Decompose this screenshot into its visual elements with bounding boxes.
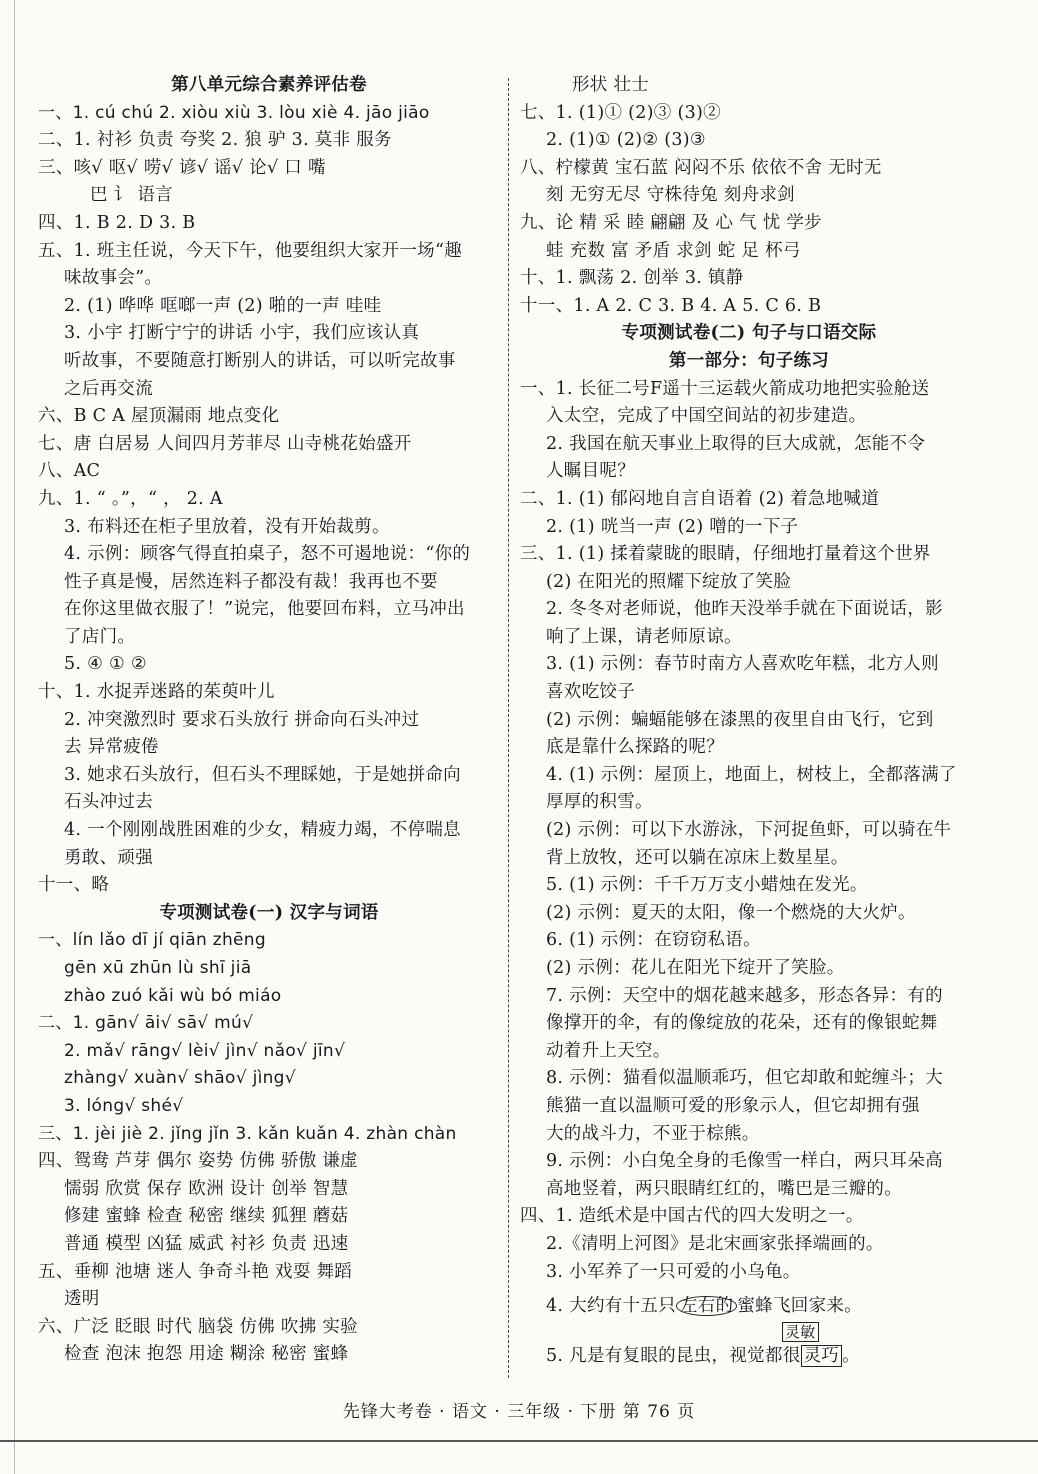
answer-line: 9. 示例：小白兔全身的毛像雪一样白，两只耳朵高 <box>546 1151 943 1172</box>
section-title: 第一部分：句子练习 <box>668 350 830 371</box>
answer-line: 底是靠什么探路的呢？ <box>546 737 724 758</box>
answer-line: 3. 她求石头放行，但石头不理睬她，于是她拼命向 <box>64 764 461 785</box>
answer-line: 懦弱 欣赏 保存 欧洲 设计 创举 智慧 <box>64 1178 349 1199</box>
answer-line: 性子真是慢，居然连料子都没有裁！我再也不要 <box>64 571 438 592</box>
answer-line: 九、论 精 采 睦 翩翩 及 心 气 忧 学步 <box>520 212 822 233</box>
answer-line: 三、咳√ 呕√ 唠√ 谚√ 谣√ 论√ 口 嘴 <box>38 157 326 178</box>
answer-line: 四、1. B 2. D 3. B <box>38 212 196 233</box>
answer-line: 3. 小宇 打断宁宁的讲话 小宇，我们应该认真 <box>64 323 420 344</box>
answer-line: 响了上课，请老师原谅。 <box>546 626 742 647</box>
answer-line: 蛙 充数 富 矛盾 求剑 蛇 足 杯弓 <box>546 240 801 261</box>
answer-line: 一、lín lǎo dī jí qiān zhēng <box>38 930 266 951</box>
answer-line: 喜欢吃饺子 <box>546 682 635 703</box>
section-title: 专项测试卷(一) 汉字与词语 <box>159 902 379 923</box>
answer-line: 3. lóng√ shé√ <box>64 1095 184 1116</box>
inserted-word-mark: 灵敏 <box>782 1322 819 1342</box>
answer-line: 巴 讠 语言 <box>90 185 173 206</box>
answer-line: (2) 示例：可以下水游泳，下河捉鱼虾，可以骑在牛 <box>546 820 952 841</box>
answer-line: 四、1. 造纸术是中国古代的四大发明之一。 <box>520 1206 864 1227</box>
answer-line: zhàng√ xuàn√ shāo√ jìng√ <box>64 1068 296 1089</box>
section-title: 第八单元综合素养评估卷 <box>171 75 367 95</box>
answer-line: 2. (1)① (2)② (3)③ <box>546 130 706 151</box>
answer-line: 刻 无穷无尽 守株待兔 刻舟求剑 <box>546 185 795 206</box>
answer-line: 二、1. gān√ āi√ sā√ mú√ <box>38 1013 254 1034</box>
answer-line: 2. 我国在航天事业上取得的巨大成就，怎能不令 <box>546 433 926 454</box>
section-title: 专项测试卷(二) 句子与口语交际 <box>621 323 877 344</box>
answer-line: 高地竖着，两只眼睛红红的，嘴巴是三瓣的。 <box>546 1178 902 1199</box>
answer-text: 5. 凡是有复眼的昆虫，视觉都很 <box>546 1345 801 1366</box>
insert-word-line <box>520 1321 978 1343</box>
answer-line: 人瞩目呢？ <box>546 461 635 482</box>
left-column <box>38 72 500 1369</box>
answer-line: 入太空，完成了中国空间站的初步建造。 <box>546 406 867 427</box>
answer-line: 二、1. (1) 郁闷地自言自语着 (2) 着急地喊道 <box>520 488 880 509</box>
answer-line: 五、1. 班主任说，今天下午，他要组织大家开一场“趣 <box>38 240 463 261</box>
answer-line: 3. 布料还在柜子里放着，没有开始裁剪。 <box>64 516 390 537</box>
answer-line: 检查 泡沫 抱怨 用途 糊涂 秘密 蜜蜂 <box>64 1344 349 1365</box>
answer-line: 石头冲过去 <box>64 792 153 813</box>
answer-line: 二、1. 衬衫 负责 夸奖 2. 狼 驴 3. 莫非 服务 <box>38 130 392 151</box>
boxed-word-mark: 灵巧 <box>801 1345 843 1367</box>
answer-line: 十、1. 水捉弄迷路的茱萸叶儿 <box>38 682 275 703</box>
answer-line: 听故事，不要随意打断别人的讲话，可以听完故事 <box>64 350 456 371</box>
answer-line: 2. 冲突激烈时 要求石头放行 拼命向石头冲过 <box>64 709 420 730</box>
answer-line: 三、1. jèi jiè 2. jǐng jǐn 3. kǎn kuǎn 4. zhàn chàn <box>38 1123 457 1144</box>
answer-line: (2) 示例：花儿在阳光下绽开了笑脸。 <box>546 958 845 978</box>
answer-line: 动着升上天空。 <box>546 1040 671 1061</box>
answer-line: 8. 示例：猫看似温顺乖巧，但它却敢和蛇缠斗；大 <box>546 1068 943 1089</box>
answer-line: 了店门。 <box>64 626 136 647</box>
right-column <box>520 72 978 1286</box>
circled-correction-mark: 左右的 <box>676 1296 737 1316</box>
answer-line: (2) 示例：夏天的太阳，像一个燃烧的大火炉。 <box>546 902 916 923</box>
answer-line: 背上放牧，还可以躺在凉床上数星星。 <box>546 847 849 868</box>
answer-line: 5. ④ ① ② <box>64 654 147 675</box>
answer-line: 六、B C A 屋顶漏雨 地点变化 <box>38 406 280 427</box>
answer-line: 2. 冬冬对老师说，他昨天没举手就在下面说话，影 <box>546 599 943 620</box>
answer-line: 普通 模型 凶猛 威武 衬衫 负责 迅速 <box>64 1233 349 1254</box>
answer-line: 3. (1) 示例：春节时南方人喜欢吃年糕，北方人则 <box>546 654 939 675</box>
answer-line: 2. (1) 哗哗 哐啷一声 (2) 啪的一声 哇哇 <box>64 295 382 316</box>
answer-line: (2) 在阳光的照耀下绽放了笑脸 <box>546 571 792 592</box>
answer-line: 八、柠檬黄 宝石蓝 闷闷不乐 依依不舍 无时无 <box>520 157 882 178</box>
answer-line: 4. 示例：顾客气得直拍桌子，怒不可遏地说：“你的 <box>64 544 471 565</box>
answer-line: 八、AC <box>38 461 101 482</box>
answer-line: 去 异常疲倦 <box>64 737 159 758</box>
answer-line: 七、1. (1)① (2)③ (3)② <box>520 102 721 123</box>
answer-line: gēn xū zhūn lù shī jiā <box>64 958 252 978</box>
answer-line: 5. (1) 示例：千千万万支小蜡烛在发光。 <box>546 875 868 896</box>
answer-line: 透明 <box>64 1289 100 1310</box>
answer-line: 九、1. “ 。”，“ ， 2. A <box>38 488 223 509</box>
answer-line: 在你这里做衣服了！”说完，他要回布料，立马冲出 <box>64 599 465 620</box>
answer-line: 十、1. 飘荡 2. 创举 3. 镇静 <box>520 268 744 289</box>
answer-line: 味故事会”。 <box>64 268 163 289</box>
answer-line: 之后再交流 <box>64 378 153 399</box>
answer-text: 4. 大约有十五只 <box>546 1296 676 1316</box>
answer-line: 7. 示例：天空中的烟花越来越多，形态各异：有的 <box>546 985 943 1006</box>
answer-line: 4. (1) 示例：屋顶上，地面上，树枝上，全都落满了 <box>546 764 957 785</box>
answer-line: 十一、略 <box>38 875 110 896</box>
answer-line: 形状 壮士 <box>572 75 650 95</box>
right-column-special <box>520 1293 978 1370</box>
answer-line: 四、鸳鸯 芦芽 偶尔 姿势 仿佛 骄傲 谦虚 <box>38 1151 358 1172</box>
answer-line: 六、广泛 眨眼 时代 脑袋 仿佛 吹拂 实验 <box>38 1316 358 1337</box>
answer-text: 蜜蜂飞回家来。 <box>737 1296 862 1316</box>
answer-line: 2.《清明上河图》是北宋画家张择端画的。 <box>546 1233 884 1254</box>
answer-line: 一、1. cú chú 2. xiòu xiù 3. lòu xiè 4. jāo jiāo <box>38 102 430 123</box>
answer-line: 4. 一个刚刚战胜困难的少女，精疲力竭，不停喘息 <box>64 820 461 841</box>
column-divider <box>508 78 509 1378</box>
answer-line: (2) 示例：蝙蝠能够在漆黑的夜里自由飞行，它到 <box>546 709 934 730</box>
answer-line: 五、垂柳 池塘 迷人 争奇斗艳 戏耍 舞蹈 <box>38 1261 353 1282</box>
answer-line: 三、1. (1) 揉着蒙眬的眼睛，仔细地打量着这个世界 <box>520 544 931 565</box>
answer-line: 七、唐 白居易 人间四月芳菲尽 山寺桃花始盛开 <box>38 433 412 454</box>
answer-line: 6. (1) 示例：在窃窃私语。 <box>546 930 761 951</box>
answer-line: 厚厚的积雪。 <box>546 792 653 813</box>
answer-line-q4-correction <box>520 1293 978 1321</box>
answer-line-q5-correction <box>520 1343 978 1371</box>
answer-line: 像撑开的伞，有的像绽放的花朵，还有的像银蛇舞 <box>546 1013 938 1034</box>
binding-margin-line <box>14 0 15 1474</box>
answer-text: 。 <box>842 1345 860 1366</box>
answer-line: 一、1. 长征二号F遥十三运载火箭成功地把实验舱送 <box>520 378 930 399</box>
answer-line: zhào zuó kǎi wù bó miáo <box>64 985 282 1006</box>
answer-line: 十一、1. A 2. C 3. B 4. A 5. C 6. B <box>520 295 822 316</box>
page-footer: 先锋大考卷 · 语文 · 三年级 · 下册 第 76 页 <box>342 1402 696 1422</box>
answer-line: 大的战斗力，不亚于棕熊。 <box>546 1123 760 1144</box>
answer-line: 勇敢、顽强 <box>64 847 153 868</box>
answer-line: 2. mǎ√ rāng√ lèi√ jìn√ nǎo√ jīn√ <box>64 1040 346 1061</box>
answer-line: 修建 蜜蜂 检查 秘密 继续 狐狸 蘑菇 <box>64 1206 349 1227</box>
answer-line: 2. (1) 咣当一声 (2) 噌的一下子 <box>546 516 799 537</box>
answer-line: 3. 小军养了一只可爱的小乌龟。 <box>546 1261 801 1282</box>
answer-line: 熊猫一直以温顺可爱的形象示人，但它却拥有强 <box>546 1095 920 1116</box>
footer-rule <box>0 1440 1038 1442</box>
